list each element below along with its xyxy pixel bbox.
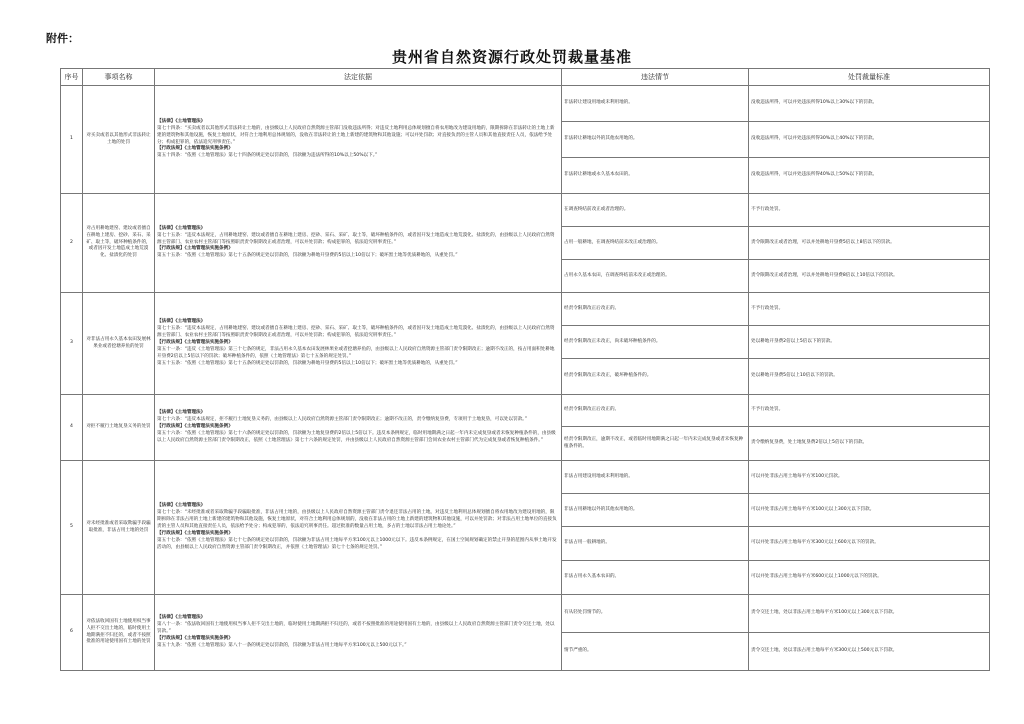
legal-basis-line: 【行政法规】《土地管理法实施条例》: [157, 530, 233, 536]
row-penalty-standard: 不予行政处罚。: [749, 194, 990, 227]
row-circumstance: 在调查终结前改正或者治理的。: [562, 194, 749, 227]
table-row: [61, 194, 990, 227]
row-circumstance: 情节严重的。: [562, 633, 749, 671]
row-seq: 4: [61, 395, 83, 461]
legal-basis-line: 【行政法规】《土地管理法实施条例》: [157, 340, 233, 346]
row-penalty-standard: 责令交还土地，处以非法占用土地每平方米100元以上300元以下罚款。: [749, 595, 990, 633]
legal-basis-line: 【行政法规】《土地管理法实施条例》: [157, 424, 233, 430]
table-row: [61, 595, 990, 633]
row-penalty-standard: 责令交还土地，处以非法占用土地每平方米300元以上500元以下罚款。: [749, 633, 990, 671]
row-penalty-standard: 责令限期改正或者治理，可以并处耕地开垦费8倍以上10倍以下的罚款。: [749, 260, 990, 293]
legal-basis-line: 第五十七条：“依照《土地管理法》第七十七条的规定处以罚款的，罚款额为非法占用土地每平方米100元以上1000元以下。违反本条例规定，在国土空间规划确定的禁止开垦的范围内从事土地开发活动的，由县级以上人民政府自然资源主管部门责令限期改正，并依照《土地管理法》第七十七条的规定处罚。”: [157, 537, 557, 550]
row-circumstance: 非法转让耕地以外的其他农用地的。: [562, 122, 749, 158]
row-legal-basis: [155, 395, 562, 461]
row-circumstance: 有从轻处罚情节的。: [562, 595, 749, 633]
row-penalty-standard: 不予行政处罚。: [749, 293, 990, 326]
row-circumstance: 经责令限期改正后改正的。: [562, 395, 749, 427]
row-circumstance: 经责令限期改正后改正的。: [562, 293, 749, 326]
header-circumstance: 违法情节: [562, 69, 749, 86]
row-circumstance: 经责令限期改正未改正，尚未破坏种植条件的。: [562, 326, 749, 359]
row-penalty-standard: 可以并处非法占用土地每平方米100元以上300元以下罚款。: [749, 494, 990, 527]
table-row: [61, 86, 990, 122]
row-legal-basis: [155, 86, 562, 194]
legal-basis-line: 第七十四条：“买卖或者以其他形式非法转让土地的，由县级以上人民政府自然资源主管部门没收违法所得；对违反土地利用总体规划擅自将农用地改为建设用地的，限期拆除在非法转让的土地上新建的建筑物和其他设施，恢复土地原状，对符合土地利用总体规划的，没收在非法转让的土地上新建的建筑物和其他设施；可以并处罚款；对直接负责的主管人员和其他直接责任人员，依法给予处分；构成犯罪的，依法追究刑事责任。”: [157, 125, 555, 145]
legal-basis-line: 【法律】《土地管理法》: [157, 319, 206, 325]
legal-basis-line: 第七十五条：“违反本法规定，占用耕地建窑、建坟或者擅自在耕地上建房、挖砂、采石、采矿、取土等，破坏种植条件的，或者因开发土地造成土地荒漠化、盐渍化的，由县级以上人民政府自然资源主管部门、农业农村主管部门等按照职责责令限期改正或者治理，可以并处罚款；构成犯罪的，依法追究刑事责任。”: [157, 232, 555, 245]
legal-basis-line: 第七十七条：“未经批准或者采取欺骗手段骗取批准，非法占用土地的，由县级以上人民政府自然资源主管部门责令退还非法占用的土地，对违反土地利用总体规划擅自将农用地改为建设用地的，限期拆除在非法占用的土地上新建的建筑物和其他设施，恢复土地原状，对符合土地利用总体规划的，没收在非法占用的土地上新建的建筑物和其他设施，可以并处罚款；对非法占用土地单位的直接负责的主管人员和其他直接责任人员，依法给予处分；构成犯罪的，依法追究刑事责任。超过批准的数量占用土地，多占的土地以非法占用土地论处。”: [157, 510, 557, 530]
table-row: [61, 293, 990, 326]
legal-basis-line: 第五十一条：“违反《土地管理法》第三十七条的规定，非法占用永久基本农田发展林果业或者挖塘养鱼的，由县级以上人民政府自然资源主管部门责令限期改正；逾期不改正的，按占用面积处耕地开垦费2倍以上5倍以下的罚款；破坏种植条件的，依照《土地管理法》第七十五条的规定处罚。”: [157, 346, 555, 359]
row-penalty-standard: 可以并处非法占用土地每平方米300元以上600元以下的罚款。: [749, 527, 990, 561]
row-item-name: 对占用耕地建窑、建坟或者擅自在耕地上建房、挖砂、采石、采矿、取土等，破坏种植条件的，或者因开发土地造成土地荒漠化、盐渍化的处罚: [83, 194, 155, 293]
legal-basis-line: 【行政法规】《土地管理法实施条例》: [157, 635, 233, 641]
row-penalty-standard: 可以并处非法占用土地每平方米100元罚款。: [749, 461, 990, 494]
row-seq: 1: [61, 86, 83, 194]
table-body: [61, 86, 990, 671]
header-standard: 处罚裁量标准: [749, 69, 990, 86]
row-penalty-standard: 处以耕地开垦费5倍以上10倍以下的罚款。: [749, 359, 990, 395]
legal-basis-line: 【法律】《土地管理法》: [157, 615, 206, 621]
legal-basis-line: 第五十五条：“依照《土地管理法》第七十五条的规定处以罚款的，罚款额为耕地开垦费的5倍以上10倍以下；破坏黑土地等优质耕地的，从重处罚。”: [157, 253, 458, 259]
table-row: [61, 461, 990, 494]
row-circumstance: 非法占用永久基本农田的。: [562, 561, 749, 595]
row-circumstance: 非法占用建设用地或未利用地的。: [562, 461, 749, 494]
row-penalty-standard: 不予行政处罚。: [749, 395, 990, 427]
document-title: 贵州省自然资源行政处罚裁量基准: [391, 48, 632, 66]
legal-basis-line: 【法律】《土地管理法》: [157, 225, 206, 231]
row-legal-basis: [155, 461, 562, 595]
row-legal-basis: [155, 293, 562, 395]
row-item-name: 对依法收回国有土地使用权当事人拒不交出土地的，临时使用土地期满拒不归还的，或者不按照批准的用途使用国有土地的处罚: [83, 595, 155, 671]
row-circumstance: 非法转让耕地或永久基本农田的。: [562, 158, 749, 194]
attachment-label: 附件：: [46, 32, 79, 45]
row-seq: 6: [61, 595, 83, 671]
row-circumstance: 经责令限期改正，逾期不改正，或者临时用地期满之日起一年内未完成复垦或者未恢复种植条件的。: [562, 427, 749, 461]
legal-basis-line: 【法律】《土地管理法》: [157, 503, 206, 509]
legal-basis-line: 【行政法规】《土地管理法实施条例》: [157, 146, 233, 152]
legal-basis-line: 第七十六条：“违反本法规定，拒不履行土地复垦义务的，由县级以上人民政府自然资源主管部门责令限期改正；逾期不改正的，责令缴纳复垦费，专项用于土地复垦，可以处以罚款。”: [157, 417, 527, 423]
row-penalty-standard: 处以耕地开垦费2倍以上5倍以下的罚款。: [749, 326, 990, 359]
row-penalty-standard: 没收违法所得，可以并处违法所得40%以上50%以下的罚款。: [749, 158, 990, 194]
row-circumstance: 非法转让建设用地或未利用地的。: [562, 86, 749, 122]
row-seq: 5: [61, 461, 83, 595]
legal-basis-line: 第五十九条：“依照《土地管理法》第八十一条的规定处以罚款的，罚款额为非法占用土地每平方米100元以上500元以下。”: [157, 642, 407, 648]
legal-basis-line: 第八十一条：“依法收回国有土地使用权当事人拒不交出土地的，临时使用土地期满拒不归还的，或者不按照批准的用途使用国有土地的，由县级以上人民政府自然资源主管部门责令交还土地，处以罚款。”: [157, 622, 555, 635]
row-penalty-standard: 可以并处非法占用土地每平方米600元以上1000元以下的罚款。: [749, 561, 990, 595]
row-penalty-standard: 没收违法所得，可以并处违法所得10%以上30%以下的罚款。: [749, 86, 990, 122]
row-penalty-standard: 责令缴纳复垦费，处土地复垦费2倍以上5倍以下的罚款。: [749, 427, 990, 461]
legal-basis-line: 第五十六条：“依照《土地管理法》第七十六条的规定处以罚款的，罚款额为土地复垦费的2倍以上5倍以下。违反本条例规定，临时用地期满之日起一年内未完成复垦或者未恢复种植条件的，由县级以上人民政府自然资源主管部门责令限期改正，依照《土地管理法》第七十六条的规定处罚，并由县级以上人民政府自然资源主管部门会同农业农村主管部门代为完成复垦或者恢复种植条件。”: [157, 430, 556, 443]
legal-basis-line: 【法律】《土地管理法》: [157, 118, 206, 124]
row-legal-basis: [155, 194, 562, 293]
header-basis: 法定依据: [155, 69, 562, 86]
penalty-table: [60, 68, 990, 671]
row-penalty-standard: 责令限期改正或者治理，可以并处耕地开垦费5倍以上8倍以下的罚款。: [749, 227, 990, 260]
table-row: [61, 395, 990, 427]
row-circumstance: 占用一般耕地，在调查终结前未改正或治理的。: [562, 227, 749, 260]
row-seq: 2: [61, 194, 83, 293]
row-circumstance: 非法占用一般耕地的。: [562, 527, 749, 561]
row-circumstance: 非法占用耕地以外的其他农用地的。: [562, 494, 749, 527]
row-seq: 3: [61, 293, 83, 395]
row-circumstance: 经责令限期改正未改正，破坏种植条件的。: [562, 359, 749, 395]
row-penalty-standard: 没收违法所得，可以并处违法所得30%以上40%以下的罚款。: [749, 122, 990, 158]
row-legal-basis: [155, 595, 562, 671]
table-header-row: [61, 69, 990, 86]
row-item-name: 对未经批准或者采取欺骗手段骗取批准，非法占用土地的处罚: [83, 461, 155, 595]
legal-basis-line: 第七十五条：“违反本法规定，占用耕地建窑、建坟或者擅自在耕地上建房、挖砂、采石、采矿、取土等，破坏种植条件的，或者因开发土地造成土地荒漠化、盐渍化的，由县级以上人民政府自然资源主管部门、农业农村主管部门等按照职责责令限期改正或者治理，可以并处罚款；构成犯罪的，依法追究刑事责任。”: [157, 326, 555, 339]
header-seq: 序号: [61, 69, 83, 86]
row-circumstance: 占用永久基本农田，在调查终结前未改正或治理的。: [562, 260, 749, 293]
row-item-name: 对非法占用永久基本农田发展林果业或者挖塘养鱼的处罚: [83, 293, 155, 395]
legal-basis-line: 第五十五条：“依照《土地管理法》第七十五条的规定处以罚款的，罚款额为耕地开垦费的5倍以上10倍以下；破坏黑土地等优质耕地的，从重处罚。”: [157, 360, 458, 366]
row-item-name: 对拒不履行土地复垦义务的处罚: [83, 395, 155, 461]
legal-basis-line: 第五十四条：“依照《土地管理法》第七十四条的规定处以罚款的，罚款额为违法所得的10%以上50%以下。”: [157, 153, 378, 159]
row-item-name: 对买卖或者以其他形式非法转让土地的处罚: [83, 86, 155, 194]
header-name: 事项名称: [83, 69, 155, 86]
legal-basis-line: 【法律】《土地管理法》: [157, 410, 206, 416]
legal-basis-line: 【行政法规】《土地管理法实施条例》: [157, 246, 233, 252]
